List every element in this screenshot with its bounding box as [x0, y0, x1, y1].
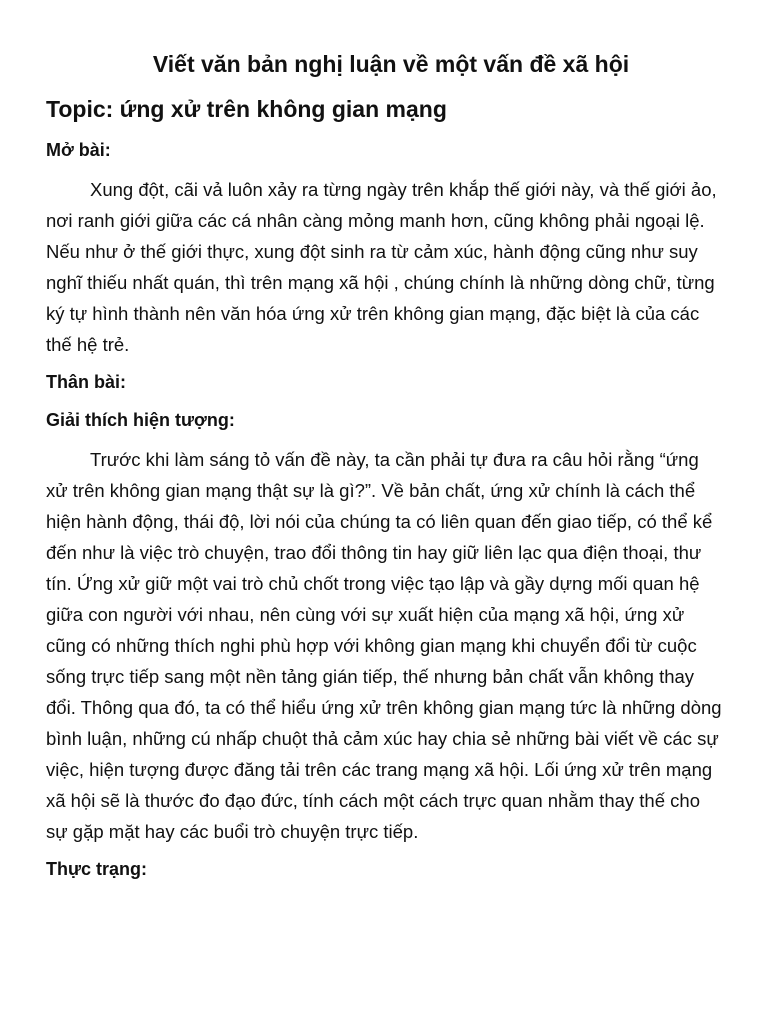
- document-title: Viết văn bản nghị luận về một vấn đề xã hội: [152, 51, 630, 77]
- paragraph-intro: Xung đột, cãi vả luôn xảy ra từng ngày trên khắp thế giới này, và thế giới ảo, nơi ranh giới giữa các cá nhân càng mỏng manh hơn, cũng không phải ngoại lệ. Nếu như ở thế giới thực, xung đột sinh ra từ cảm xúc, hành động cũng như suy nghĩ thiếu nhất quán, thì trên mạng xã hội , chúng chính là những dòng chữ, từng ký tự hình thành nên văn hóa ứng xử trên không gian mạng, đặc biệt là của các thế hệ trẻ.: [46, 179, 717, 355]
- document-page: [46, 46, 722, 893]
- section-heading-current-state: Thực trạng:: [46, 859, 148, 879]
- document-topic: Topic: ứng xử trên không gian mạng: [46, 96, 447, 122]
- section-heading-intro: Mở bài:: [46, 140, 111, 160]
- paragraph-explanation: Trước khi làm sáng tỏ vấn đề này, ta cần phải tự đưa ra câu hỏi rằng “ứng xử trên không gian mạng thật sự là gì?”. Về bản chất, ứng xử chính là cách thể hiện hành động, thái độ, lời nói của chúng ta có liên quan đến giao tiếp, có thể kể đến như là việc trò chuyện, trao đổi thông tin hay giữ liên lạc qua điện thoại, thư tín. Ứng xử giữ một vai trò chủ chốt trong việc tạo lập và gầy dựng mối quan hệ giữa con người với nhau, nên cùng với sự xuất hiện của mạng xã hội, ứng xử cũng có những thích nghi phù hợp với không gian mạng khi chuyển đổi từ cuộc sống trực tiếp sang một nền tảng gián tiếp, thế nhưng bản chất vẫn không thay đổi. Thông qua đó, ta có thể hiểu ứng xử trên không gian mạng tức là những dòng bình luận, những cú nhấp chuột thả cảm xúc hay chia sẻ những bài viết về các sự việc, hiện tượng được đăng tải trên các trang mạng xã hội. Lối ứng xử trên mạng xã hội sẽ là thước đo đạo đức, tính cách một cách trực quan nhằm thay thế cho sự gặp mặt hay các buổi trò chuyện trực tiếp.: [46, 449, 722, 842]
- section-heading-explanation: Giải thích hiện tượng:: [46, 410, 235, 430]
- section-heading-body: Thân bài:: [46, 372, 126, 392]
